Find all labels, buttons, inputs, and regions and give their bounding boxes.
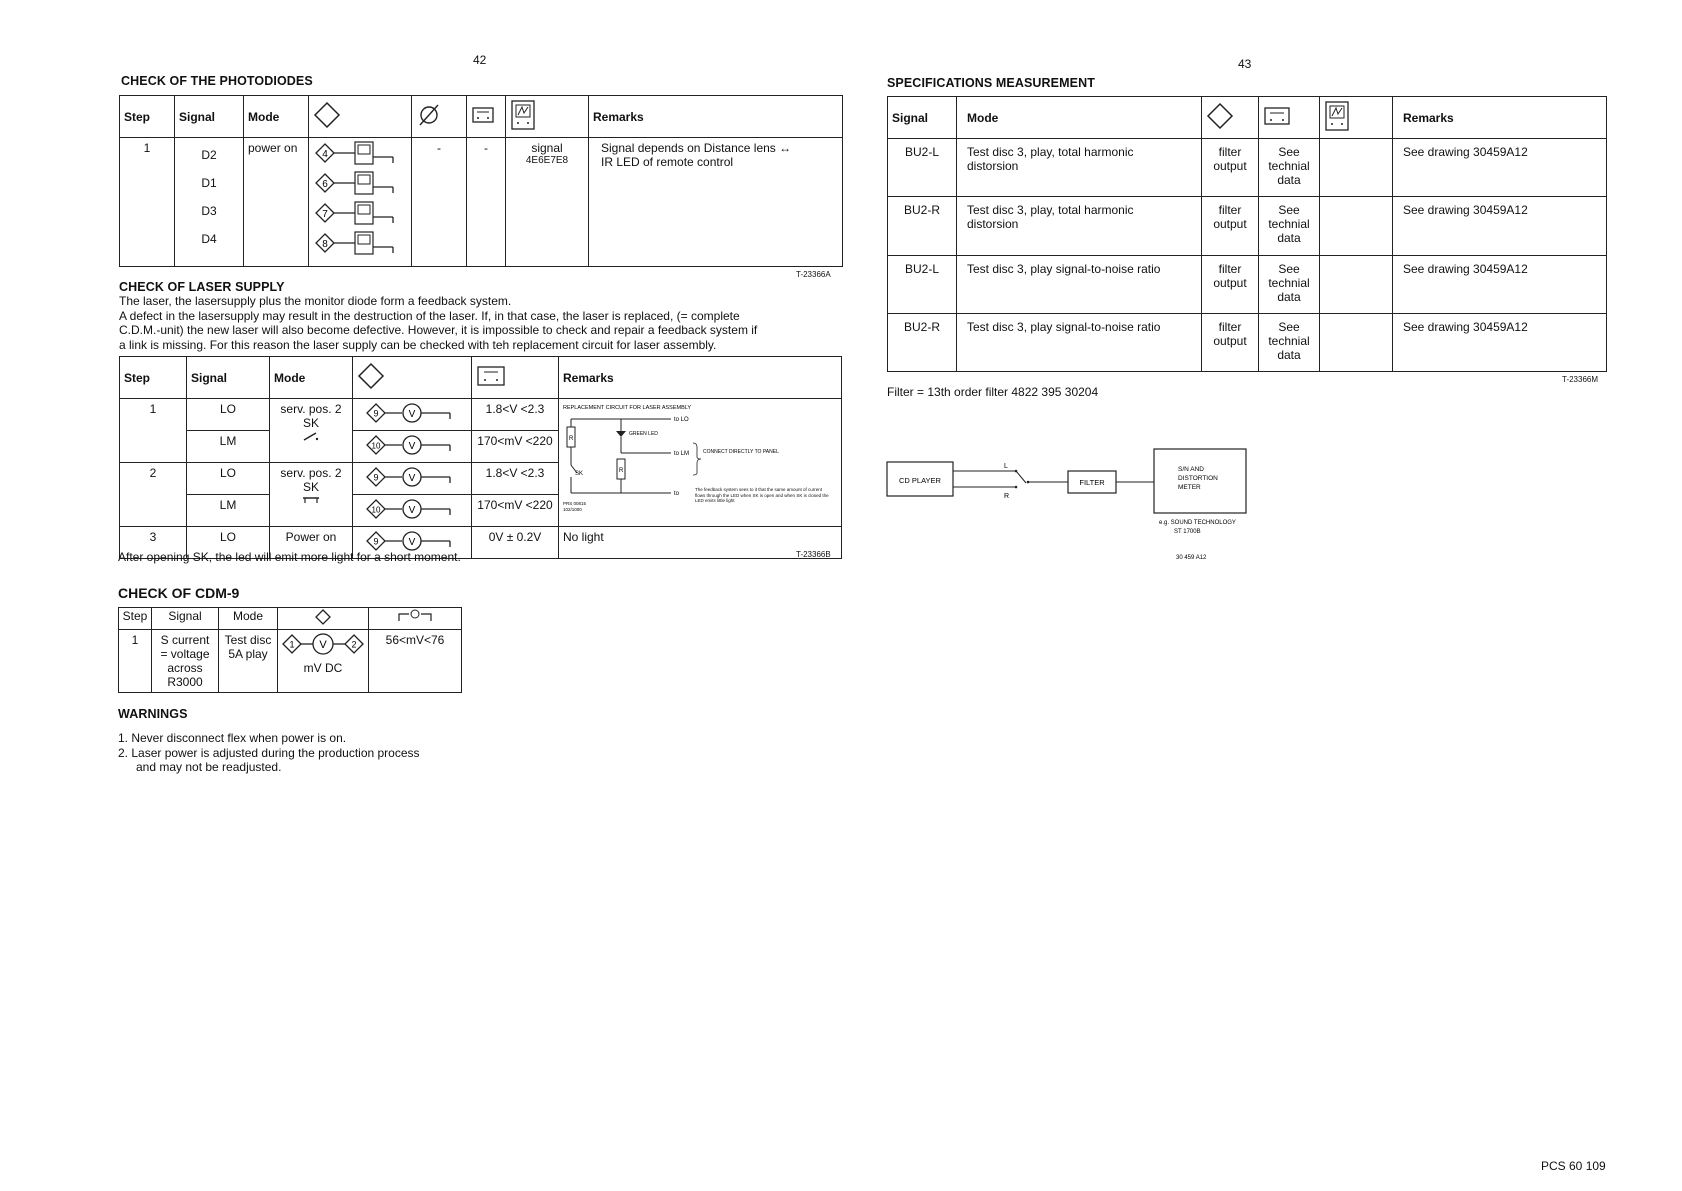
svg-text:9: 9 — [373, 472, 379, 483]
tech-cell — [1259, 139, 1320, 197]
signal-cell: LO — [187, 399, 270, 431]
signal-d1: D1 — [201, 176, 217, 190]
remarks-cell — [589, 138, 843, 267]
header-signal: Signal — [888, 97, 957, 139]
filter-cell — [1202, 139, 1259, 197]
warnings-list — [118, 731, 420, 775]
phase-meter-icon — [416, 103, 442, 127]
header-diamond-icon — [278, 608, 369, 630]
pin-label: 6 — [322, 179, 328, 190]
pin-label: 7 — [322, 209, 328, 220]
svg-text:V: V — [408, 409, 416, 420]
laser-title: CHECK OF LASER SUPPLY — [119, 280, 285, 294]
cell-line: technial — [1268, 159, 1310, 174]
mode-switch-label: SK — [302, 480, 319, 494]
scope-cell — [506, 138, 589, 267]
mode-line: Test disc 3, play, total harmonic — [967, 145, 1134, 160]
signal-cell: BU2-R — [888, 197, 957, 255]
mode-line: Test disc 3, play, total harmonic — [967, 203, 1134, 218]
table-row — [888, 197, 1607, 255]
tape-cell: - — [467, 138, 506, 267]
value-cell: 1.8<V <2.3 — [472, 399, 559, 431]
signal-cell — [175, 138, 244, 267]
laser-table — [119, 356, 842, 559]
value-cell: 56<mV<76 — [369, 630, 462, 693]
cell-line: technial — [1268, 275, 1310, 290]
header-mode: Mode — [270, 357, 353, 399]
scope-cell — [1320, 255, 1393, 313]
diamond-icon — [313, 101, 341, 129]
oscilloscope-icon — [1324, 100, 1350, 132]
mode-line: distorsion — [967, 159, 1019, 174]
probe-cell — [278, 630, 369, 693]
header-step: Step — [119, 608, 152, 630]
header-tape-icon — [1259, 97, 1320, 139]
filter-cell — [1202, 313, 1259, 371]
probe-cell — [353, 463, 472, 495]
header-diamond-icon — [353, 357, 472, 399]
table-row — [888, 255, 1607, 313]
filter-label: FILTER — [1079, 478, 1105, 487]
signal-cell: LO — [187, 527, 270, 559]
value-cell: 0V ± 0.2V — [472, 527, 559, 559]
page-number-right: 43 — [1238, 57, 1252, 71]
header-tape-icon — [467, 96, 506, 138]
cell-line: See — [1278, 261, 1300, 276]
page-number-left: 42 — [473, 53, 487, 67]
header-phase-icon — [412, 96, 467, 138]
svg-text:R: R — [1004, 493, 1010, 500]
table-header-row — [120, 96, 843, 138]
remarks-line-1: Signal depends on Distance lens — [601, 141, 776, 155]
svg-text:V: V — [408, 441, 416, 452]
cell-line: output — [1213, 159, 1247, 174]
header-connector-icon — [369, 608, 462, 630]
svg-text:9: 9 — [373, 408, 379, 419]
signal-cell: LO — [187, 463, 270, 495]
cell-line: data — [1277, 347, 1301, 362]
table-header-row — [888, 97, 1607, 139]
table-row — [888, 139, 1607, 197]
mode-line: distorsion — [967, 217, 1019, 232]
tech-cell — [1259, 255, 1320, 313]
laser-text — [119, 294, 859, 352]
tech-cell — [1259, 313, 1320, 371]
signal-cell: LM — [187, 431, 270, 463]
remarks-line-2: IR LED of remote control — [601, 155, 734, 169]
circuit-title: REPLACEMENT CIRCUIT FOR LASER ASSEMBLY — [563, 405, 692, 411]
probe-cell — [353, 495, 472, 527]
cell-line: technial — [1268, 217, 1310, 232]
tape-icon — [476, 364, 506, 388]
header-mode: Mode — [219, 608, 278, 630]
mode-line: Test disc — [224, 633, 272, 647]
step-cell: 1 — [120, 399, 187, 463]
header-scope-icon — [506, 96, 589, 138]
laser-text-line: C.D.M.-unit) the new laser will also become defective. However, it is impossible to check and repair a feedback system if — [119, 323, 758, 337]
header-mode: Mode — [244, 96, 309, 138]
table-header-row — [119, 608, 462, 630]
double-arrow-icon: ↔ — [779, 141, 792, 155]
header-signal: Signal — [152, 608, 219, 630]
measurement-setup-diagram — [886, 446, 1262, 566]
signal-cell: LM — [187, 495, 270, 527]
svg-text:L: L — [1004, 463, 1008, 470]
table-row — [120, 138, 843, 267]
header-tape-icon — [472, 357, 559, 399]
laser-footnote: After opening SK, the led will emit more light for a short moment. — [118, 550, 461, 564]
svg-text:to LO: to LO — [674, 417, 689, 423]
cell-line: data — [1277, 231, 1301, 246]
signal-cell — [152, 630, 219, 693]
svg-text:METER: METER — [1178, 484, 1201, 491]
header-scope-icon — [1320, 97, 1393, 139]
scope-cell — [1320, 313, 1393, 371]
filter-cell — [1202, 255, 1259, 313]
tape-icon — [1263, 105, 1291, 127]
scope-cell — [1320, 197, 1393, 255]
photodiodes-table — [119, 95, 843, 267]
table-row — [120, 399, 842, 431]
svg-text:S/N AND: S/N AND — [1178, 466, 1205, 473]
cell-line: technial — [1268, 333, 1310, 348]
laser-text-line: The laser, the lasersupply plus the monitor diode form a feedback system. — [119, 294, 512, 308]
probe-cell — [353, 399, 472, 431]
mode-cell: power on — [244, 138, 309, 267]
cell-line: See — [1278, 145, 1300, 160]
mode-cell — [957, 255, 1202, 313]
table-row — [888, 313, 1607, 371]
cd-player-label: CD PLAYER — [899, 476, 941, 485]
svg-text:1: 1 — [289, 639, 295, 650]
page-footer: PCS 60 109 — [1541, 1159, 1606, 1173]
svg-text:10: 10 — [371, 441, 381, 451]
table-code: T-23366A — [796, 270, 831, 279]
replacement-circuit-diagram: REPLACEMENT CIRCUIT FOR LASER ASSEMBLY to LO R GREEN LED to LM CONNECT DIRECTLY TO PANEL R SK to PRS 00815 102/1000 The feedback system sees to it that the same amount of current flows through the LED when SK is open and when SK is closed the LED emits little light — [563, 405, 829, 512]
cdm9-title: CHECK OF CDM-9 — [118, 585, 240, 601]
spec-title: SPECIFICATIONS MEASUREMENT — [887, 76, 1095, 90]
svg-text:ST 1700B: ST 1700B — [1174, 529, 1201, 535]
probe-scope-connection-icon — [313, 141, 401, 259]
scope-cell — [1320, 139, 1393, 197]
mode-line: Test disc 3, play signal-to-noise ratio — [967, 319, 1161, 334]
cell-line: output — [1213, 333, 1247, 348]
svg-text:CONNECT DIRECTLY TO PANEL: CONNECT DIRECTLY TO PANEL — [703, 449, 779, 455]
header-step: Step — [120, 96, 175, 138]
signal-d3: D3 — [201, 204, 217, 218]
unit-label: mV DC — [303, 661, 343, 675]
phase-cell: - — [412, 138, 467, 267]
remarks-cell: See drawing 30459A12 — [1393, 197, 1607, 255]
cell-line: filter — [1218, 145, 1242, 160]
diamond-icon — [357, 362, 385, 390]
svg-text:9: 9 — [373, 536, 379, 547]
mode-cell — [270, 463, 353, 527]
step-cell: 2 — [120, 463, 187, 527]
svg-text:V: V — [408, 505, 416, 516]
signal-cell: BU2-L — [888, 255, 957, 313]
switch-open-icon — [301, 431, 321, 441]
mode-cell: Power on — [270, 527, 353, 559]
probe-voltmeter-icon — [364, 402, 460, 424]
probe-voltmeter-icon — [364, 434, 460, 456]
probe-voltmeter-icon — [364, 466, 460, 488]
svg-text:2: 2 — [351, 639, 357, 650]
cell-line: See — [1278, 203, 1300, 218]
diamond-icon — [1206, 102, 1234, 130]
filter-note: Filter = 13th order filter 4822 395 30204 — [887, 385, 1099, 399]
mode-line: Test disc 3, play signal-to-noise ratio — [967, 261, 1161, 276]
cell-line: data — [1277, 289, 1301, 304]
svg-text:PRS 00815: PRS 00815 — [563, 501, 587, 506]
mode-cell — [270, 399, 353, 463]
switch-closed-icon — [301, 495, 321, 505]
pin-label: 4 — [322, 149, 328, 160]
header-mode: Mode — [957, 97, 1202, 139]
value-cell: 170<mV <220 — [472, 495, 559, 527]
table-header-row — [120, 357, 842, 399]
svg-text:e.g. SOUND TECHNOLOGY: e.g. SOUND TECHNOLOGY — [1159, 520, 1236, 526]
svg-text:to: to — [674, 491, 680, 497]
svg-text:V: V — [319, 639, 327, 651]
warnings-title: WARNINGS — [118, 707, 188, 721]
mode-text: serv. pos. 2 — [280, 402, 342, 416]
svg-text:10: 10 — [371, 505, 381, 515]
probe-voltmeter-icon — [364, 530, 460, 552]
pin-label: 8 — [322, 239, 328, 250]
header-step: Step — [120, 357, 187, 399]
svg-text:R: R — [569, 436, 574, 442]
mode-cell — [957, 197, 1202, 255]
header-diamond-icon — [1202, 97, 1259, 139]
signal-cell: BU2-R — [888, 313, 957, 371]
step-cell: 3 — [120, 527, 187, 559]
svg-text:30 459 A12: 30 459 A12 — [1176, 555, 1207, 561]
svg-text:SK: SK — [575, 471, 584, 477]
cell-line: output — [1213, 275, 1247, 290]
svg-text:102/1000: 102/1000 — [563, 507, 582, 512]
svg-text:R: R — [619, 468, 624, 474]
svg-text:to LM: to LM — [674, 451, 690, 457]
svg-text:V: V — [408, 473, 416, 484]
connector-icon — [395, 609, 435, 623]
mode-cell — [957, 139, 1202, 197]
signal-d4: D4 — [201, 232, 217, 246]
warning-item: 1. Never disconnect flex when power is on. — [118, 731, 347, 745]
remarks-cell: No light — [559, 527, 842, 559]
cell-line: filter — [1218, 261, 1242, 276]
probe-cell — [309, 138, 412, 267]
step-cell: 1 — [119, 630, 152, 693]
cell-line: filter — [1218, 203, 1242, 218]
cell-line: data — [1277, 173, 1301, 188]
signal-line: across — [167, 661, 203, 675]
cell-line: filter — [1218, 319, 1242, 334]
mode-cell — [219, 630, 278, 693]
remarks-cell: See drawing 30459A12 — [1393, 313, 1607, 371]
mode-switch-label: SK — [302, 416, 319, 430]
value-cell: 170<mV <220 — [472, 431, 559, 463]
photodiodes-title: CHECK OF THE PHOTODIODES — [121, 74, 313, 88]
header-signal: Signal — [187, 357, 270, 399]
table-code: T-23366B — [796, 550, 831, 559]
spec-table — [887, 96, 1607, 372]
signal-line: = voltage — [160, 647, 210, 661]
header-signal: Signal — [175, 96, 244, 138]
table-row — [119, 630, 462, 693]
signal-d2: D2 — [201, 148, 217, 162]
table-code: T-23366M — [1562, 375, 1599, 384]
mode-cell — [957, 313, 1202, 371]
svg-text:V: V — [408, 537, 416, 548]
tape-icon — [471, 105, 495, 125]
header-diamond-icon — [309, 96, 412, 138]
filter-cell — [1202, 197, 1259, 255]
warning-item: and may not be readjusted. — [136, 760, 282, 774]
cell-line: See — [1278, 319, 1300, 334]
remarks-cell: See drawing 30459A12 — [1393, 139, 1607, 197]
laser-text-line: A defect in the lasersupply may result in the destruction of the laser. If, in that case, the laser is replaced, (= complete — [119, 308, 740, 323]
step-cell: 1 — [120, 138, 175, 267]
probe-voltmeter-icon — [364, 498, 460, 520]
tech-cell — [1259, 197, 1320, 255]
header-remarks: Remarks — [589, 96, 843, 138]
diamond-icon — [314, 609, 332, 625]
cdm9-table — [118, 607, 462, 693]
probe-cell — [353, 431, 472, 463]
signal-line: S current — [160, 633, 210, 647]
mode-line: 5A play — [228, 647, 268, 661]
mode-text: serv. pos. 2 — [280, 466, 342, 480]
value-cell: 1.8<V <2.3 — [472, 463, 559, 495]
signal-cell: BU2-L — [888, 139, 957, 197]
warning-item: 2. Laser power is adjusted during the production process — [118, 745, 420, 760]
svg-text:GREEN LED: GREEN LED — [629, 431, 658, 437]
remarks-cell: See drawing 30459A12 — [1393, 255, 1607, 313]
scope-signal-pins: 4E6E7E8 — [525, 155, 569, 166]
laser-text-line: a link is missing. For this reason the laser supply can be checked with teh replacement circuit for laser assembly. — [119, 337, 717, 352]
differential-voltmeter-icon — [282, 632, 364, 658]
header-remarks: Remarks — [1393, 97, 1607, 139]
header-remarks: Remarks — [559, 357, 842, 399]
cell-line: output — [1213, 217, 1247, 232]
scope-signal-label: signal — [531, 141, 563, 155]
oscilloscope-icon — [510, 99, 536, 131]
svg-text:DISTORTION: DISTORTION — [1178, 475, 1218, 482]
circuit-cell — [559, 399, 842, 527]
signal-line: R3000 — [167, 675, 203, 689]
